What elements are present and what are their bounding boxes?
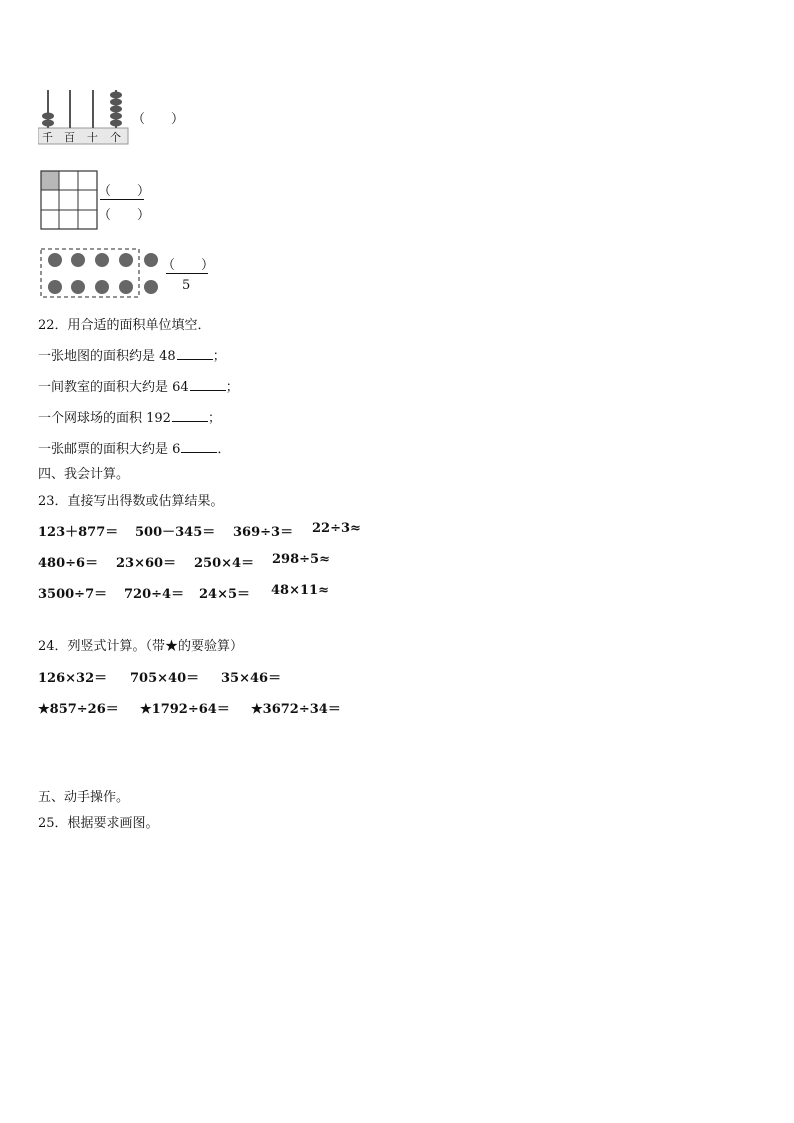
q23-expr: 23×60＝ (116, 556, 177, 571)
grid-drawing (40, 170, 98, 230)
q23-expr: 480÷6＝ (38, 556, 99, 571)
dots-fraction-bar (166, 273, 208, 274)
q22-item-text: 一张地图的面积约是 48 (38, 349, 176, 364)
q22-item-2 (38, 376, 239, 395)
q22-item-4 (38, 438, 230, 457)
q22-item-end: ； (225, 380, 239, 395)
answer-blank (172, 410, 208, 422)
dots-denominator: 5 (182, 278, 191, 293)
q22-item-end: ； (212, 349, 226, 364)
abacus-answer-blank: （ ） (132, 112, 185, 127)
abacus-label-hundreds: 百 (64, 131, 75, 144)
q23-expr: 123＋877＝ (38, 525, 119, 540)
q23-expr: 500－345＝ (135, 525, 216, 540)
q25-title: 25．根据要求画图。 (38, 816, 159, 831)
dots-numerator-blank: （ ） (162, 258, 215, 273)
q24-expr: 705×40＝ (130, 671, 200, 686)
answer-blank (181, 441, 217, 453)
answer-blank (177, 348, 213, 360)
q22-item-text: 一个网球场的面积 192 (38, 411, 171, 426)
abacus-figure (38, 88, 130, 146)
q23-expr: 22÷3≈ (312, 521, 361, 536)
grid-numerator-blank: （ ） (98, 184, 151, 199)
dots-figure (38, 246, 164, 304)
q22-item-text: 一间教室的面积大约是 64 (38, 380, 189, 395)
q24-expr: ★1792÷64＝ (140, 702, 230, 717)
q23-expr: 298÷5≈ (272, 552, 330, 567)
answer-blank (190, 379, 226, 391)
q23-expr: 3500÷7＝ (38, 587, 108, 602)
q23-expr: 48×11≈ (271, 583, 329, 598)
q23-title: 23．直接写出得数或估算结果。 (38, 494, 224, 509)
q24-expr: 35×46＝ (221, 671, 282, 686)
q24-title: 24．列竖式计算。（带★的要验算） (38, 639, 244, 654)
section-5-heading: 五、动手操作。 (38, 790, 130, 805)
q24-expr: ★857÷26＝ (38, 702, 119, 717)
q24-expr: 126×32＝ (38, 671, 108, 686)
q23-expr: 369÷3＝ (233, 525, 294, 540)
dots-drawing (38, 246, 164, 300)
q22-item-text: 一张邮票的面积大约是 6 (38, 442, 181, 457)
q23-expr: 250×4＝ (194, 556, 255, 571)
q22-item-end: ． (217, 442, 231, 457)
q22-title: 22．用合适的面积单位填空． (38, 318, 211, 333)
q22-item-1 (38, 345, 226, 364)
q22-item-3 (38, 407, 221, 426)
q23-expr: 24×5＝ (199, 587, 251, 602)
grid-figure (40, 170, 98, 234)
q22-item-end: ； (207, 411, 221, 426)
grid-fraction-bar (100, 199, 144, 200)
abacus-label-ones: 个 (110, 131, 121, 144)
q23-expr: 720÷4＝ (124, 587, 185, 602)
grid-denominator-blank: （ ） (98, 208, 151, 223)
abacus-label-tens: 十 (87, 131, 98, 144)
q24-expr: ★3672÷34＝ (251, 702, 341, 717)
abacus-label-thousands: 千 (42, 131, 53, 144)
section-4-heading: 四、我会计算。 (38, 467, 130, 482)
